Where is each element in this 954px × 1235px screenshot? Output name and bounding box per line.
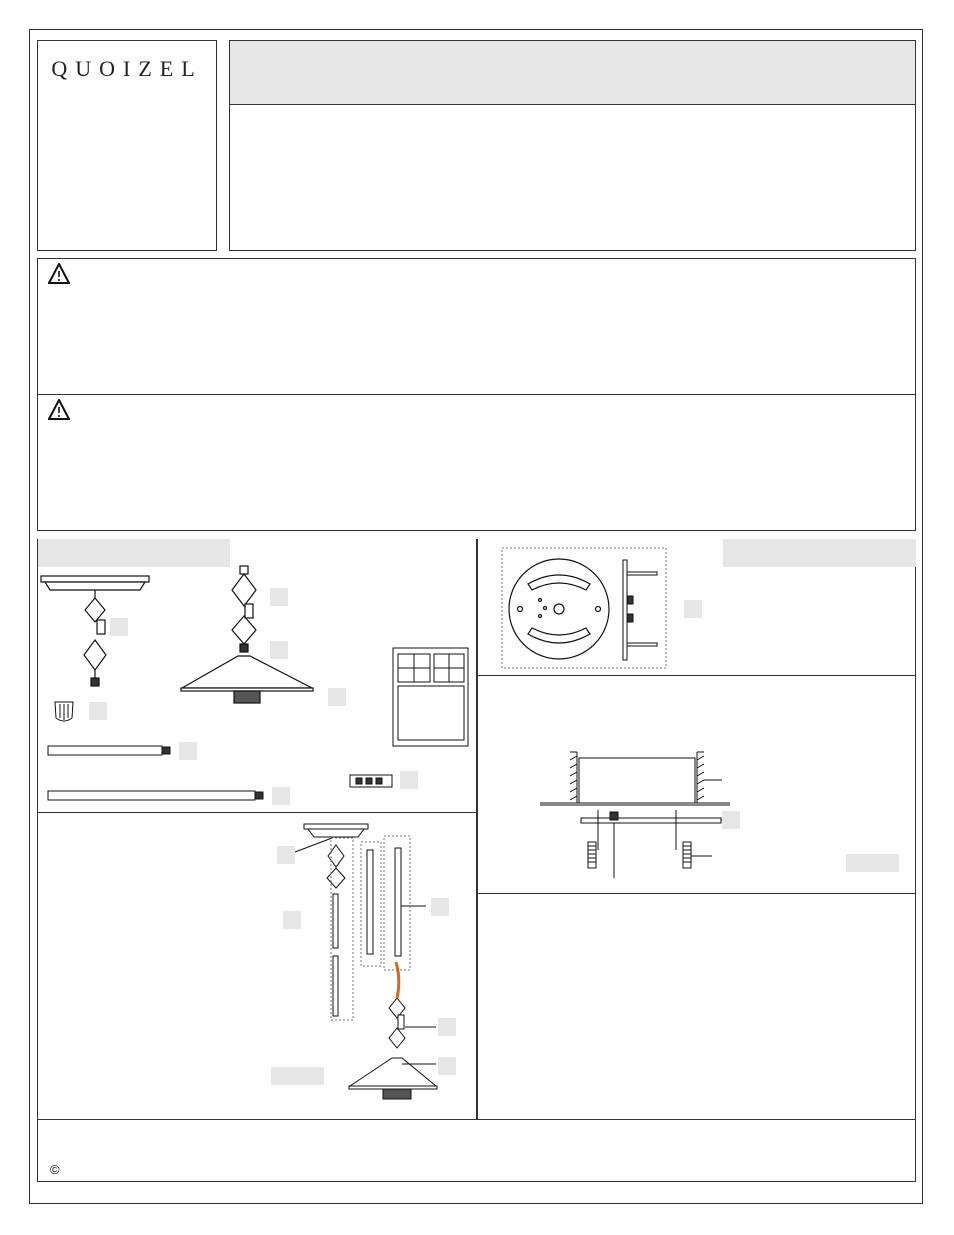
part-label-tag bbox=[272, 787, 290, 805]
figure-label-tag bbox=[271, 1067, 324, 1085]
junction-box-diagram bbox=[540, 752, 730, 878]
part-label-tag bbox=[438, 1018, 456, 1036]
mounting-plate-side-diagram bbox=[623, 560, 657, 660]
assembly-diagram bbox=[295, 824, 437, 1099]
part-label-tag bbox=[110, 618, 128, 636]
connector-diagram bbox=[350, 775, 392, 787]
part-label-tag bbox=[270, 588, 288, 606]
part-label-tag bbox=[431, 898, 449, 916]
part-label-tag bbox=[89, 702, 107, 720]
shade-part-diagram bbox=[181, 656, 313, 703]
part-label-tag bbox=[722, 811, 740, 829]
hardware-bag-diagram bbox=[393, 648, 468, 746]
part-label-tag bbox=[400, 771, 418, 789]
chain-part-diagram bbox=[232, 566, 256, 652]
mounting-plate-diagram bbox=[509, 559, 609, 659]
rod-long-diagram bbox=[48, 791, 263, 800]
part-label-tag bbox=[277, 846, 295, 864]
figure-label-tag bbox=[846, 854, 899, 872]
orange-wire bbox=[396, 962, 399, 998]
part-label-tag bbox=[328, 688, 346, 706]
part-label-tag bbox=[684, 600, 702, 618]
brand-logo: QUOIZEL bbox=[51, 56, 203, 81]
part-label-tag bbox=[179, 742, 197, 760]
wire-nut-diagram bbox=[55, 702, 73, 721]
part-label-tag bbox=[283, 911, 301, 929]
canopy-part-diagram bbox=[41, 576, 149, 686]
rod-short-diagram bbox=[48, 746, 170, 755]
part-label-tag bbox=[438, 1057, 456, 1075]
copyright-symbol: © bbox=[50, 1162, 60, 1177]
part-label-tag bbox=[270, 641, 288, 659]
